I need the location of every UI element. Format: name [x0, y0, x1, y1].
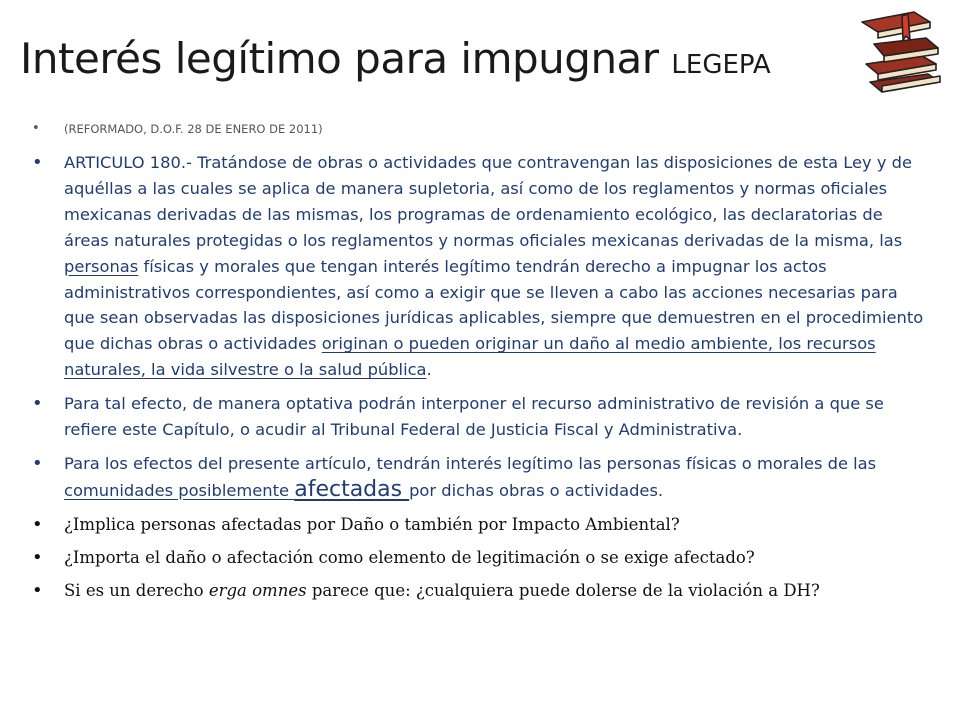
italic-text: erga omnes: [208, 580, 307, 600]
text-span: ARTICULO 180.- Tratándose de obras o actividades que contravengan las disposiciones de esta Ley y de aquéllas a las cuales se aplica de manera supletoria, así como de los reglamentos y normas oficiales mexicanas derivadas de las mismas, los programas de ordenamiento ecológico, las declaratorias de áreas naturales protegidas o los reglamentos y normas oficiales mexicanas derivadas de la misma, las: [64, 153, 913, 250]
underlined-text-large: afectadas: [294, 476, 410, 502]
title-main: Interés legítimo para impugnar: [20, 34, 672, 83]
stack-of-books-icon: [856, 4, 948, 96]
text-span: parece que: ¿cualquiera puede dolerse de la violación a DH?: [306, 580, 820, 600]
title-suffix: LEGEPA: [671, 50, 771, 80]
underlined-text: comunidades posiblemente: [64, 480, 295, 500]
text-span: .: [426, 360, 432, 380]
underlined-text: personas: [64, 256, 139, 276]
list-item: [30, 150, 930, 383]
list-item: • ¿Importa el daño o afectación como elemento de legitimación o se exige afectado?: [30, 545, 930, 570]
underlined-text: originan o pueden originar un daño al medio ambiente, los recursos naturales, la vida silvestre o la salud pública: [64, 334, 876, 380]
list-item: [30, 451, 930, 504]
text-span: por dichas obras o actividades.: [409, 480, 664, 500]
text-span: Para los efectos del presente artículo, tendrán interés legítimo las personas físicas o morales de las: [64, 453, 877, 473]
list-item: • ¿Implica personas afectadas por Daño o también por Impacto Ambiental?: [30, 512, 930, 537]
list-item: • (REFORMADO, D.O.F. 28 DE ENERO DE 2011): [30, 120, 930, 138]
slide-title: [20, 34, 771, 83]
text-span: físicas y morales que tengan interés legítimo tendrán derecho a impugnar los actos administrativos correspondientes, así como a exigir que se lleven a cabo las acciones necesarias para que sean observadas las disposiciones jurídicas aplicables, siempre que demuestren en el procedimiento que dichas obras o actividades: [64, 256, 924, 354]
text-span: Si es un derecho: [64, 580, 209, 600]
bullet-list: [30, 120, 930, 611]
list-item: [30, 578, 930, 603]
list-item: • Para tal efecto, de manera optativa podrán interponer el recurso administrativo de revisión a que se refiere este Capítulo, o acudir al Tribunal Federal de Justicia Fiscal y Administrativa.: [30, 391, 930, 443]
